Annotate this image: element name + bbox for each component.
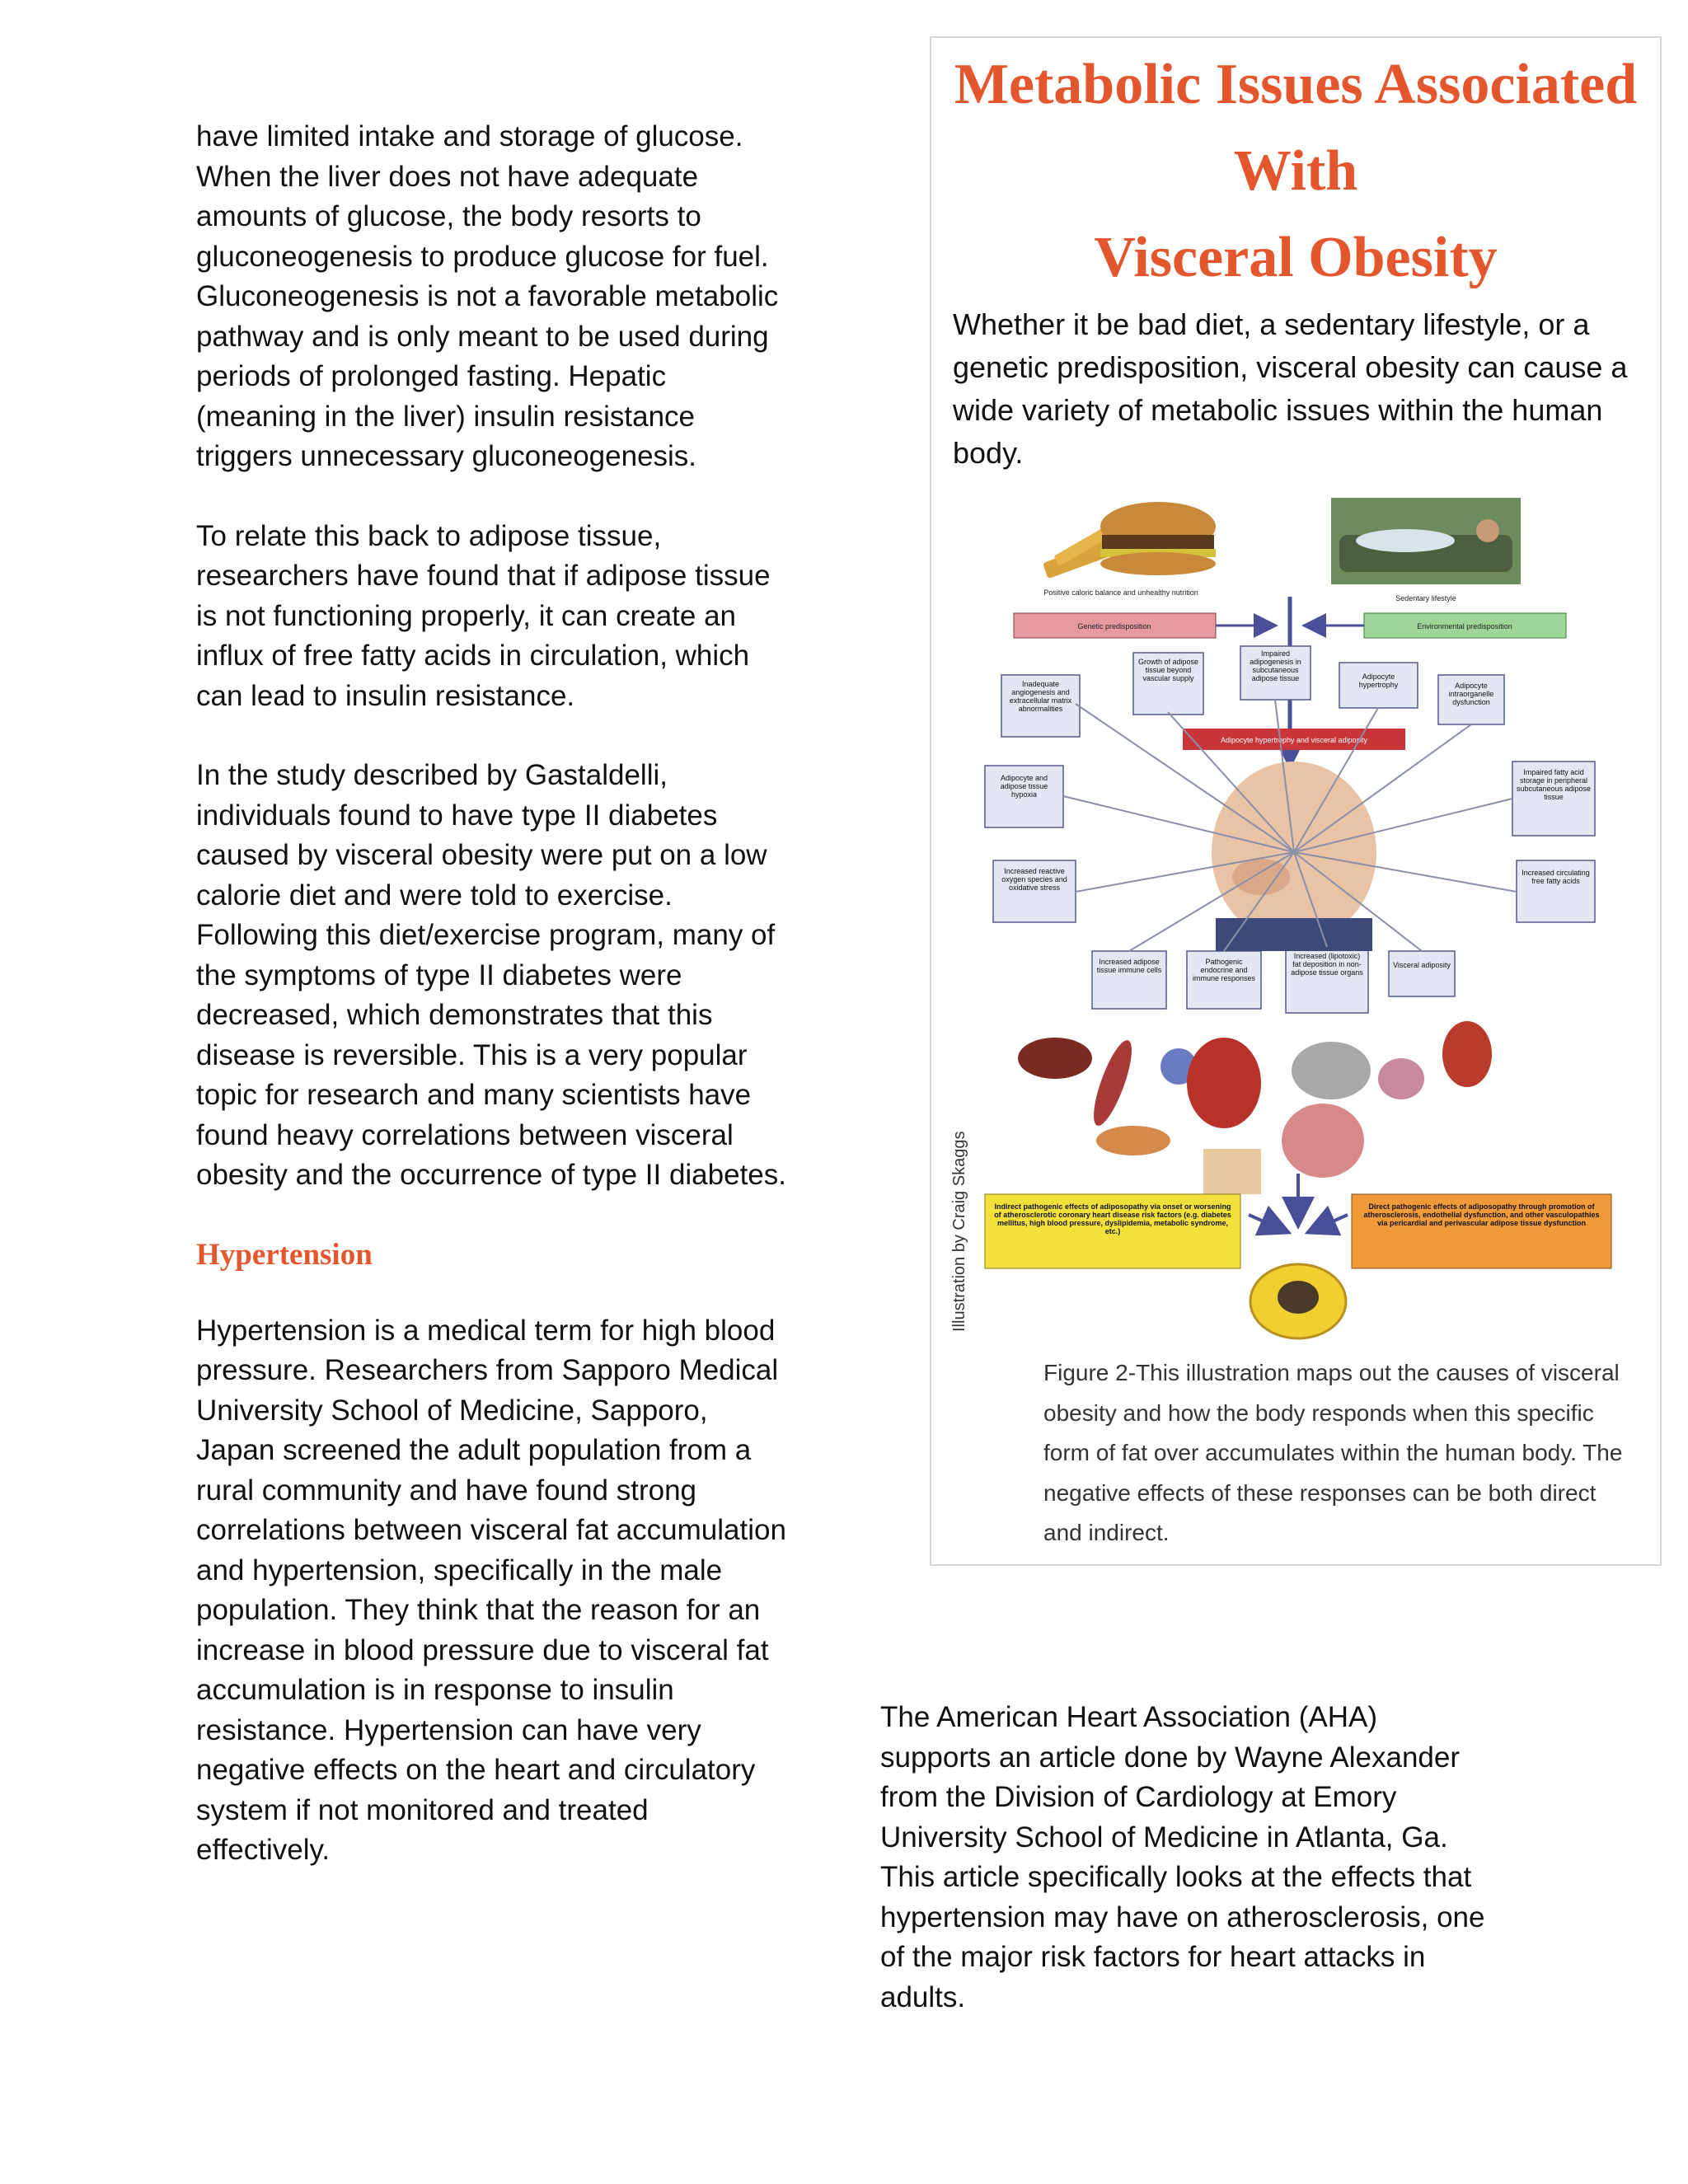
effect-box: Increased (lipotoxic) fat deposition in non-adipose tissue organs [1291, 952, 1363, 977]
section-heading-hypertension: Hypertension [196, 1237, 373, 1272]
cause-box: Adipocyte intraorganelle dysfunction [1448, 682, 1494, 706]
sidebar-intro: Whether it be bad diet, a sedentary lifestyle, or a genetic predisposition, visceral obesity can cause a wide variety of metabolic issues within the human body. [953, 307, 1628, 470]
effect-box: Increased adipose tissue immune cells [1096, 958, 1162, 974]
effect-box: Pathogenic endocrine and immune responses [1192, 958, 1256, 982]
environmental-label: Environmental predisposition [1417, 622, 1512, 630]
sidebar-title-line: Visceral Obesity [1094, 226, 1498, 289]
credit-text: Illustration by Craig Skaggs [950, 1131, 968, 1332]
illustration-credit [943, 1093, 976, 1340]
effect-box: Increased reactive oxygen species and oxidative stress [1001, 867, 1067, 892]
effect-box: Visceral adiposity [1393, 961, 1451, 969]
effect-box: Impaired fatty acid storage in peripheral subcutaneous adipose tissue [1516, 768, 1592, 801]
left-column [196, 117, 790, 1910]
belly-image [1212, 762, 1376, 951]
effect-box: Increased circulating free fatty acids [1522, 869, 1590, 885]
right-column [880, 1698, 1486, 2057]
sidebar-title-line: Metabolic Issues Associated [954, 53, 1638, 116]
body-paragraph: In the study described by Gastaldelli, individuals found to have type II diabetes caused by visceral obesity were put on a low calorie diet and were told to exercise. Following this diet/exercise program, many of the symptoms of type II diabetes were decreased, which demonstrates that this disease is reversible. This is a very popular topic for research and many scientists have found heavy correlations between visceral obesity and the occurrence of type II diabetes. [196, 759, 786, 1191]
cause-box: Growth of adipose tissue beyond vascular supply [1137, 658, 1199, 682]
sidebar-title-line: With [1233, 139, 1358, 203]
sedentary-image [1331, 498, 1521, 584]
organs-image [1018, 1021, 1492, 1194]
diet-label: Positive caloric balance and unhealthy nutrition [1043, 588, 1198, 597]
genetic-label: Genetic predisposition [1077, 622, 1151, 630]
burger-fries-image [1043, 502, 1216, 579]
artery-image [1250, 1264, 1346, 1338]
sedentary-label: Sedentary lifestyle [1395, 594, 1456, 602]
cause-box: Impaired adipogenesis in subcutaneous adipose tissue [1250, 649, 1301, 682]
cause-box: Adipocyte hypertrophy [1358, 673, 1399, 689]
figure-caption: Figure 2-This illustration maps out the causes of visceral obesity and how the body responds when this specific form of fat over accumulates within the human body. The negative effects of these responses can be both direct and indirect. [1043, 1360, 1623, 1545]
direct-effects-box: Direct pathogenic effects of adiposopathy through promotion of atherosclerosis, endothelial dysfunction, and other vasculopathies via pericardial and perivascular adipose tissue dysfunction [1363, 1202, 1600, 1227]
sidebar-box [930, 36, 1662, 1566]
body-paragraph: To relate this back to adipose tissue, researchers have found that if adipose tissue is not functioning properly, it can create an influx of free fatty acids in circulation, which can lead to insulin resistance. [196, 519, 771, 712]
cause-box: Adipocyte and adipose tissue hypoxia [1000, 774, 1048, 799]
body-paragraph: The American Heart Association (AHA) supports an article done by Wayne Alexander from the Division of Cardiology at Emory University School of Medicine in Atlanta, Ga. This article specifically looks at the effects that hypertension may have on atherosclerosis, one of the major risk factors for heart attacks in adults. [880, 1701, 1485, 2013]
cause-box: Inadequate angiogenesis and extracellular matrix abnormalities [1009, 680, 1072, 713]
metabolic-diagram [977, 490, 1620, 1347]
body-paragraph: Hypertension is a medical term for high blood pressure. Researchers from Sapporo Medical University School of Medicine, Sapporo, Japan screened the adult population from a rural community and have found strong correlations between visceral fat accumulation and hypertension, specifically in the male population. They think that the reason for an increase in blood pressure due to visceral fat accumulation is in response to insulin resistance. Hypertension can have very negative effects on the heart and circulatory system if not monitored and treated effectively. [196, 1314, 786, 1866]
body-paragraph: have limited intake and storage of glucose. When the liver does not have adequate amounts of glucose, the body resorts to gluconeogenesis to produce glucose for fuel. Gluconeogenesis is not a favorable metabolic pathway and is only meant to be used during periods of prolonged fasting. Hepatic (meaning in the liver) insulin resistance triggers unnecessary gluconeogenesis. [196, 120, 779, 472]
center-label: Adipocyte hypertrophy and visceral adiposity [1220, 736, 1368, 744]
sidebar-title [931, 38, 1660, 301]
indirect-effects-box: Indirect pathogenic effects of adiposopathy via onset or worsening of atherosclerotic coronary heart disease risk factors (e.g. diabetes mellitus, high blood pressure, dyslipidemia, metabolic syndrome, etc.) [994, 1202, 1231, 1235]
